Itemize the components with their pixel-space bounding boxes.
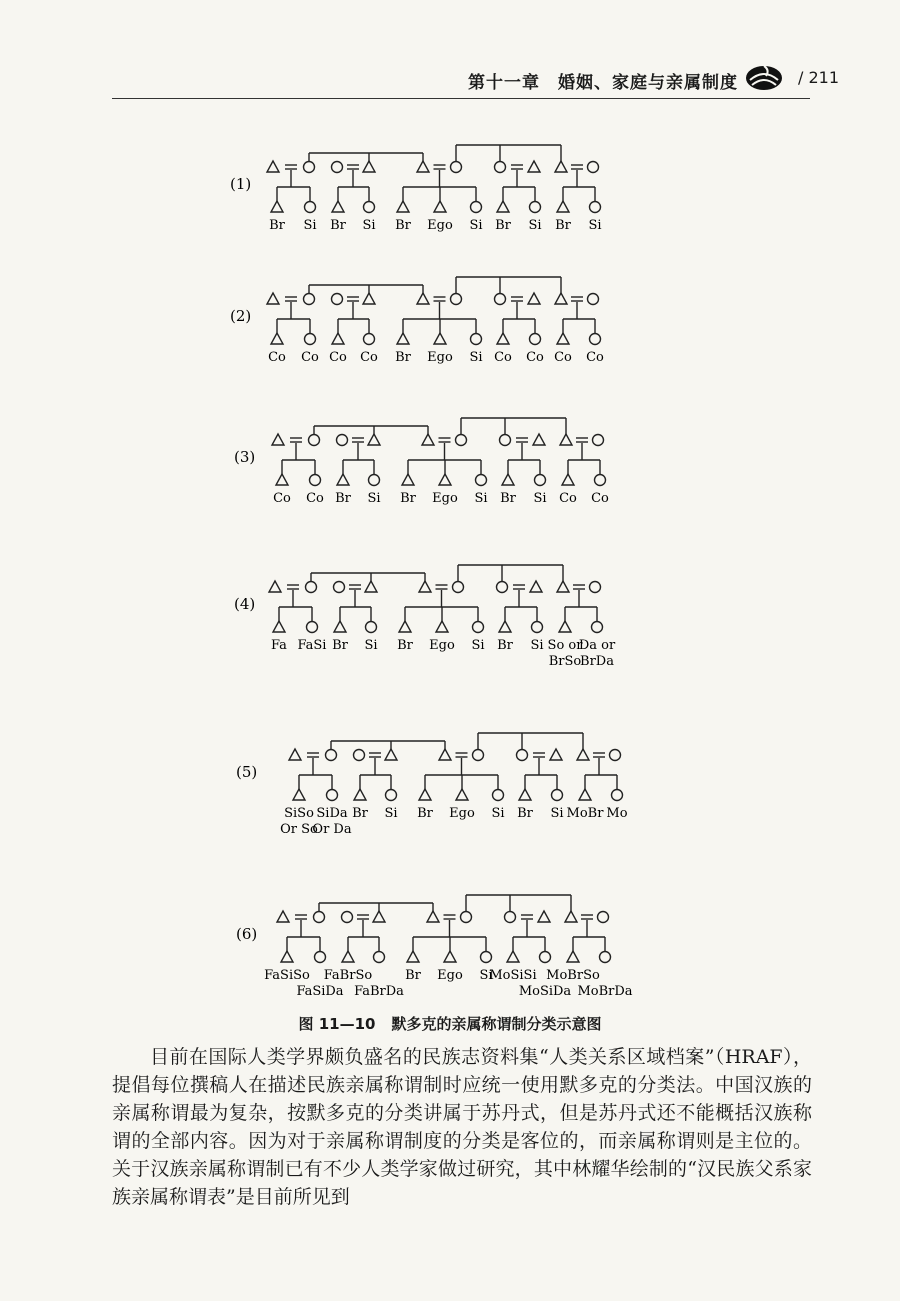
female-circle (315, 952, 326, 963)
male-triangle (399, 621, 411, 632)
male-triangle (439, 749, 451, 760)
row-label: (1) (230, 175, 252, 193)
kin-term-label: Si (362, 218, 376, 233)
male-triangle (557, 581, 569, 592)
male-triangle (417, 161, 429, 172)
kin-term-label: FaBrSo (323, 968, 373, 983)
male-triangle (559, 621, 571, 632)
male-triangle (354, 789, 366, 800)
male-triangle (363, 161, 375, 172)
female-circle (471, 202, 482, 213)
female-circle (326, 750, 337, 761)
male-triangle (365, 581, 377, 592)
male-triangle (267, 293, 279, 304)
female-circle (530, 202, 541, 213)
kin-term-label: So or (547, 638, 583, 653)
female-circle (342, 912, 353, 923)
row-label: (3) (234, 448, 256, 466)
male-triangle (373, 911, 385, 922)
kin-term-label: Ego (429, 638, 455, 653)
female-circle (600, 952, 611, 963)
kin-term-label: Or Da (312, 822, 352, 837)
female-circle (314, 912, 325, 923)
kin-term-label: Co (494, 350, 512, 365)
kin-term-label: Br (495, 218, 511, 233)
female-circle (495, 162, 506, 173)
female-circle (481, 952, 492, 963)
female-circle (337, 435, 348, 446)
female-circle (590, 582, 601, 593)
kin-term-label: Co (586, 350, 604, 365)
female-circle (456, 435, 467, 446)
male-triangle (434, 333, 446, 344)
kin-term-label: FaSi (297, 638, 327, 653)
male-triangle (385, 749, 397, 760)
kin-term-label: FaSiDa (296, 984, 344, 999)
kin-term-label: Co (301, 350, 319, 365)
kin-term-label: Co (360, 350, 378, 365)
male-triangle (562, 474, 574, 485)
kin-term-label: Si (469, 218, 483, 233)
male-triangle (444, 951, 456, 962)
female-circle (310, 475, 321, 486)
kin-term-label: Br (330, 218, 346, 233)
kin-term-label: Br (417, 806, 433, 821)
male-triangle (436, 621, 448, 632)
female-circle (590, 202, 601, 213)
kin-term-label: Si (533, 491, 547, 506)
male-triangle (397, 333, 409, 344)
kin-term-label: Br (352, 806, 368, 821)
male-triangle (337, 474, 349, 485)
kin-term-label: FaSiSo (264, 968, 310, 983)
kin-term-label: Br (395, 350, 411, 365)
kin-term-label: Co (273, 491, 291, 506)
female-circle (327, 790, 338, 801)
kin-term-label: Ego (432, 491, 458, 506)
female-circle (354, 750, 365, 761)
kin-term-label: Si (588, 218, 602, 233)
female-circle (476, 475, 487, 486)
kin-term-label: Si (491, 806, 505, 821)
female-circle (374, 952, 385, 963)
female-circle (540, 952, 551, 963)
kin-term-label: SiSo (284, 806, 314, 821)
kin-term-label: MoBrSo (546, 968, 600, 983)
kin-term-label: Co (526, 350, 544, 365)
male-triangle (538, 911, 550, 922)
female-circle (304, 162, 315, 173)
male-triangle (269, 581, 281, 592)
male-triangle (332, 333, 344, 344)
kin-term-label: Da or (578, 638, 616, 653)
female-circle (588, 162, 599, 173)
kin-term-label: Ego (437, 968, 463, 983)
kin-term-label: Br (335, 491, 351, 506)
male-triangle (419, 581, 431, 592)
male-triangle (281, 951, 293, 962)
male-triangle (555, 161, 567, 172)
male-triangle (499, 621, 511, 632)
kin-term-label: Si (474, 491, 488, 506)
female-circle (497, 582, 508, 593)
male-triangle (293, 789, 305, 800)
male-triangle (497, 201, 509, 212)
male-triangle (550, 749, 562, 760)
kin-term-label: Mo (606, 806, 628, 821)
female-circle (588, 294, 599, 305)
male-triangle (342, 951, 354, 962)
female-circle (364, 334, 375, 345)
kin-term-label: Co (554, 350, 572, 365)
female-circle (369, 475, 380, 486)
male-triangle (273, 621, 285, 632)
kin-term-label: Co (329, 350, 347, 365)
kin-term-label: Br (555, 218, 571, 233)
male-triangle (502, 474, 514, 485)
kin-term-label: Fa (271, 638, 287, 653)
female-circle (595, 475, 606, 486)
male-triangle (530, 581, 542, 592)
page-number: / 211 (798, 68, 840, 87)
kin-term-label: Br (517, 806, 533, 821)
female-circle (590, 334, 601, 345)
kin-term-label: SiDa (316, 806, 348, 821)
female-circle (304, 294, 315, 305)
male-triangle (419, 789, 431, 800)
figure-caption (0, 1013, 900, 1034)
kin-term-label: Br (400, 491, 416, 506)
female-circle (332, 162, 343, 173)
body-text (112, 1043, 812, 1211)
female-circle (535, 475, 546, 486)
female-circle (366, 622, 377, 633)
female-circle (307, 622, 318, 633)
female-circle (305, 202, 316, 213)
kin-term-label: Si (384, 806, 398, 821)
male-triangle (519, 789, 531, 800)
kin-term-label: Ego (427, 350, 453, 365)
female-circle (473, 622, 484, 633)
male-triangle (334, 621, 346, 632)
female-circle (451, 162, 462, 173)
kin-term-label: Br (500, 491, 516, 506)
male-triangle (497, 333, 509, 344)
kin-term-label: Br (497, 638, 513, 653)
kin-term-label: Co (559, 491, 577, 506)
kin-term-label: Br (395, 218, 411, 233)
female-circle (593, 435, 604, 446)
female-circle (552, 790, 563, 801)
kin-term-label: Si (364, 638, 378, 653)
female-circle (305, 334, 316, 345)
kin-term-label: Si (479, 968, 493, 983)
female-circle (451, 294, 462, 305)
kin-term-label: Si (550, 806, 564, 821)
male-triangle (332, 201, 344, 212)
male-triangle (555, 293, 567, 304)
male-triangle (368, 434, 380, 445)
male-triangle (272, 434, 284, 445)
male-triangle (417, 293, 429, 304)
male-triangle (557, 201, 569, 212)
body-paragraph: 目前在国际人类学界颇负盛名的民族志资料集“人类关系区域档案”（HRAF），提倡每位撰稿人在描述民族亲属称谓制时应统一使用默多克的分类法。中国汉族的亲属称谓最为复杂，按默多克的分类讲属于苏丹式，但是苏丹式还不能概括汉族称谓的全部内容。因为对于亲属称谓制度的分类是客位的，而亲属称谓则是主位的。关于汉族亲属称谓制已有不少人类学家做过研究，其中林耀华绘制的“汉民族父系家族亲属称谓表”是目前所见到 (112, 1046, 812, 1208)
female-circle (493, 790, 504, 801)
female-circle (461, 912, 472, 923)
kin-term-label: BrSo (548, 654, 582, 669)
kin-term-label: MoSiSi (489, 968, 537, 983)
kin-term-label: MoBrDa (577, 984, 633, 999)
male-triangle (456, 789, 468, 800)
kin-term-label: Br (405, 968, 421, 983)
female-circle (612, 790, 623, 801)
kin-term-label: MoBr (566, 806, 604, 821)
female-circle (471, 334, 482, 345)
female-circle (453, 582, 464, 593)
kin-term-label: Br (269, 218, 285, 233)
row-label: (6) (236, 925, 258, 943)
male-triangle (434, 201, 446, 212)
kin-term-label: Co (268, 350, 286, 365)
male-triangle (528, 293, 540, 304)
row-label: (4) (234, 595, 256, 613)
male-triangle (528, 161, 540, 172)
male-triangle (289, 749, 301, 760)
female-circle (610, 750, 621, 761)
kin-term-label: Si (367, 491, 381, 506)
female-circle (495, 294, 506, 305)
female-circle (532, 622, 543, 633)
kin-term-label: Br (397, 638, 413, 653)
male-triangle (407, 951, 419, 962)
male-triangle (271, 333, 283, 344)
kin-term-label: Si (528, 218, 542, 233)
female-circle (473, 750, 484, 761)
female-circle (309, 435, 320, 446)
male-triangle (439, 474, 451, 485)
male-triangle (565, 911, 577, 922)
kin-term-label: Co (306, 491, 324, 506)
kin-term-label: Ego (427, 218, 453, 233)
female-circle (517, 750, 528, 761)
kin-term-label: Co (591, 491, 609, 506)
kin-term-label: Si (530, 638, 544, 653)
female-circle (500, 435, 511, 446)
male-triangle (276, 474, 288, 485)
male-triangle (560, 434, 572, 445)
male-triangle (267, 161, 279, 172)
kin-term-label: Si (469, 350, 483, 365)
kin-term-label: Si (303, 218, 317, 233)
kin-term-label: Ego (449, 806, 475, 821)
female-circle (530, 334, 541, 345)
male-triangle (271, 201, 283, 212)
male-triangle (557, 333, 569, 344)
female-circle (306, 582, 317, 593)
female-circle (364, 202, 375, 213)
male-triangle (507, 951, 519, 962)
male-triangle (422, 434, 434, 445)
female-circle (386, 790, 397, 801)
male-triangle (397, 201, 409, 212)
kin-term-label: Si (471, 638, 485, 653)
female-circle (505, 912, 516, 923)
kin-term-label: FaBrDa (354, 984, 404, 999)
figure-title: 默多克的亲属称谓制分类示意图 (391, 1015, 602, 1033)
male-triangle (533, 434, 545, 445)
kin-term-label: MoSiDa (518, 984, 572, 999)
male-triangle (402, 474, 414, 485)
kin-term-label: Br (332, 638, 348, 653)
male-triangle (363, 293, 375, 304)
kin-term-label: Or So (280, 822, 318, 837)
figure-number: 图 11—10 (298, 1015, 376, 1033)
female-circle (334, 582, 345, 593)
kin-term-label: BrDa (580, 654, 614, 669)
male-triangle (577, 749, 589, 760)
chapter-title: 第十一章 婚姻、家庭与亲属制度 (468, 73, 738, 93)
male-triangle (277, 911, 289, 922)
male-triangle (579, 789, 591, 800)
row-label: (2) (230, 307, 252, 325)
female-circle (332, 294, 343, 305)
female-circle (592, 622, 603, 633)
female-circle (598, 912, 609, 923)
male-triangle (427, 911, 439, 922)
male-triangle (567, 951, 579, 962)
row-label: (5) (236, 763, 258, 781)
